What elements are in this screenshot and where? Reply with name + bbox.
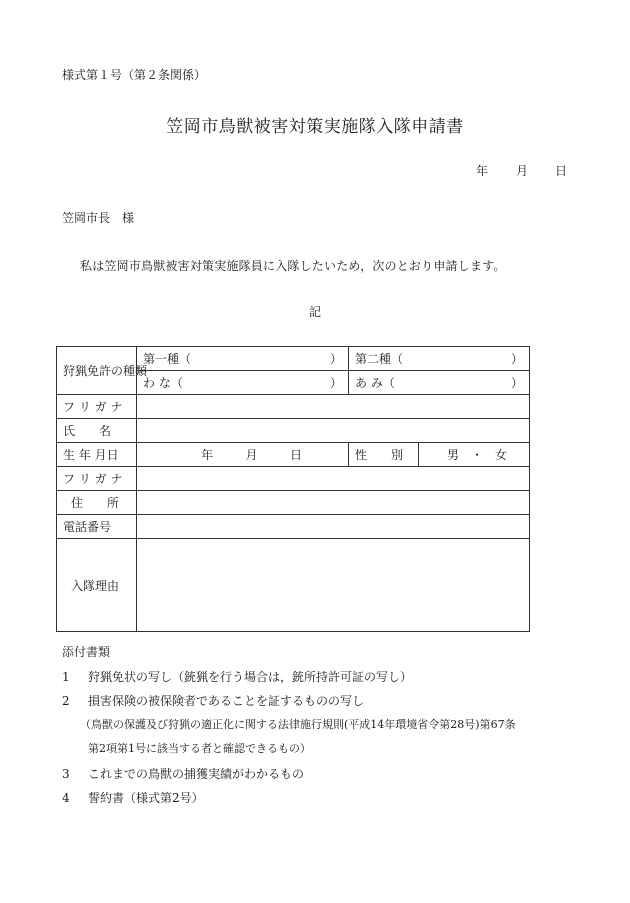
license-type-3-field[interactable] — [137, 371, 349, 395]
table-row — [57, 539, 530, 632]
ki-heading: 記 — [308, 305, 321, 319]
license-type-4-label: あ み（ — [355, 376, 395, 390]
license-type-3-close: ） — [329, 376, 342, 390]
attachment-text: これまでの鳥獣の捕獲実績がわかるもの — [88, 767, 305, 781]
license-type-1-field[interactable] — [137, 347, 349, 371]
list-item — [62, 692, 364, 709]
license-type-label: 狩猟免許の種類 — [57, 347, 137, 395]
addressee: 笠岡市長 様 — [62, 211, 135, 225]
table-row — [57, 395, 530, 419]
name-furigana-label: フ リ ガ ナ — [57, 395, 137, 419]
attachment-text: （鳥獣の保護及び狩猟の適正化に関する法律施行規則(平成14年環境省令第28号)第67条 — [80, 718, 516, 731]
date-year-label: 年 — [476, 164, 489, 178]
birth-day-label: 日 — [289, 448, 302, 462]
attachment-number: 1 — [62, 670, 70, 684]
list-item — [62, 765, 304, 782]
table-row — [57, 347, 530, 371]
attachment-number: 3 — [62, 767, 70, 781]
attachment-number: 4 — [62, 791, 70, 805]
date-day-label: 日 — [555, 164, 568, 178]
attachment-number: 2 — [62, 694, 70, 708]
reason-field[interactable] — [137, 539, 530, 632]
license-type-2-field[interactable] — [349, 347, 530, 371]
application-form-table — [56, 346, 530, 632]
intro-statement: 私は笠岡市鳥獣被害対策実施隊員に入隊したいため，次のとおり申請します。 — [80, 259, 506, 273]
birth-year-label: 年 — [201, 448, 214, 462]
table-row — [57, 491, 530, 515]
license-type-2-label: 第二種（ — [355, 352, 404, 366]
license-type-1-close: ） — [329, 352, 342, 366]
gender-field[interactable]: 男 ・ 女 — [419, 443, 530, 467]
license-type-2-close: ） — [510, 352, 523, 366]
table-row — [57, 419, 530, 443]
address-field[interactable] — [137, 491, 530, 515]
list-item — [62, 789, 204, 806]
attachment-text: 第2項第1号に該当する者と確認できるもの） — [88, 742, 311, 755]
table-row — [57, 443, 530, 467]
address-label: 住 所 — [57, 491, 137, 515]
address-furigana-field[interactable] — [137, 467, 530, 491]
table-row — [57, 467, 530, 491]
birthdate-label: 生 年 月日 — [57, 443, 137, 467]
license-type-1-label: 第一種（ — [143, 352, 192, 366]
name-furigana-field[interactable] — [137, 395, 530, 419]
name-label: 氏 名 — [57, 419, 137, 443]
date-month-label: 月 — [516, 164, 529, 178]
attachment-text: 損害保険の被保険者であることを証するものの写し — [88, 694, 365, 708]
list-item — [88, 740, 311, 756]
page-title: 笠岡市鳥獣被害対策実施隊入隊申請書 — [166, 117, 464, 137]
birth-month-label: 月 — [245, 448, 258, 462]
license-type-4-field[interactable] — [349, 371, 530, 395]
birthdate-field[interactable] — [137, 443, 349, 467]
gender-label: 性 別 — [349, 443, 419, 467]
list-item — [80, 716, 516, 732]
attachment-text: 狩猟免状の写し（銃猟を行う場合は，銃所持許可証の写し） — [88, 670, 413, 684]
name-field[interactable] — [137, 419, 530, 443]
license-type-4-close: ） — [510, 376, 523, 390]
license-type-3-label: わ な（ — [143, 376, 183, 390]
form-number: 様式第１号（第２条関係） — [62, 68, 207, 82]
address-furigana-label: フ リ ガ ナ — [57, 467, 137, 491]
phone-field[interactable] — [137, 515, 530, 539]
phone-label: 電話番号 — [57, 515, 137, 539]
reason-label: 入隊理由 — [57, 539, 137, 632]
attachment-text: 誓約書（様式第2号） — [88, 791, 204, 805]
table-row — [57, 515, 530, 539]
list-item — [62, 668, 412, 685]
attachments-title: 添付書類 — [62, 645, 111, 659]
